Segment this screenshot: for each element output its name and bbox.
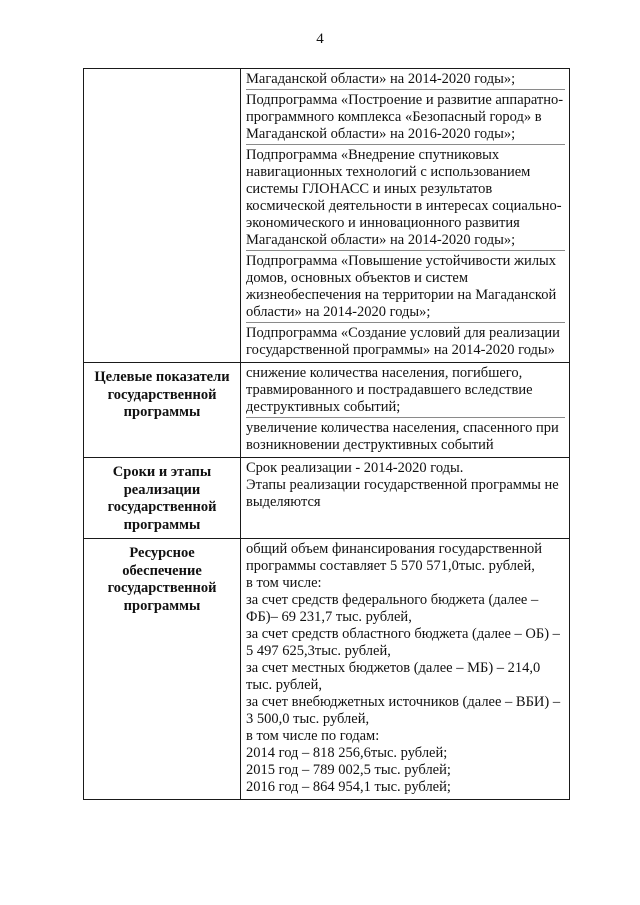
- text-line: за счет местных бюджетов (далее – МБ) – 214,0: [246, 660, 541, 676]
- subprograms-row: [84, 69, 570, 363]
- label-line: государственной: [107, 386, 217, 403]
- row-label: [84, 539, 241, 800]
- timing-stages-row: [84, 458, 570, 539]
- content-paragraph: [246, 71, 565, 88]
- label-line: программы: [123, 597, 201, 614]
- text-line: в том числе:: [246, 575, 322, 591]
- text-line: за счет средств областного бюджета (далее – ОБ) –: [246, 626, 560, 642]
- row-content: [241, 363, 570, 458]
- row-content: [241, 69, 570, 363]
- content-paragraph: [246, 541, 565, 796]
- text-line: общий объем финансирования государственной: [246, 541, 542, 557]
- text-line: государственной программы» на 2014-2020 годы»: [246, 342, 555, 358]
- text-line: в том числе по годам:: [246, 728, 380, 744]
- label-line: программы: [123, 516, 201, 533]
- row-content: [241, 458, 570, 539]
- row-label: [84, 69, 241, 363]
- text-line: Подпрограмма «Повышение устойчивости жилых: [246, 253, 557, 269]
- text-line: ФБ)– 69 231,7 тыс. рублей,: [246, 609, 412, 625]
- text-line: домов, основных объектов и систем: [246, 270, 469, 286]
- text-line: Этапы реализации государственной программы не: [246, 477, 559, 493]
- text-line: 2014 год – 818 256,6тыс. рублей;: [246, 745, 448, 761]
- label-line: программы: [123, 404, 201, 420]
- label-line: Целевые показатели: [94, 369, 230, 385]
- row-content: [241, 539, 570, 800]
- text-line: программного комплекса «Безопасный город» в: [246, 109, 542, 125]
- text-line: программы составляет 5 570 571,0тыс. рублей,: [246, 558, 535, 574]
- label-line: Сроки и этапы: [112, 464, 212, 480]
- text-line: снижение количества населения, погибшего,: [246, 365, 523, 381]
- resource-provision-row: [84, 539, 570, 800]
- text-line: 2015 год – 789 002,5 тыс. рублей;: [246, 762, 451, 778]
- text-line: области» на 2014-2020 годы»;: [246, 304, 431, 320]
- text-line: возникновении деструктивных событий: [246, 437, 494, 453]
- text-line: Подпрограмма «Создание условий для реализации: [246, 325, 560, 341]
- text-line: 3 500,0 тыс. рублей,: [246, 711, 370, 727]
- label-line: государственной: [107, 580, 217, 596]
- content-paragraph: [246, 89, 565, 143]
- text-line: деструктивных событий;: [246, 399, 401, 415]
- target-indicators-row: [84, 363, 570, 458]
- text-line: 2016 год – 864 954,1 тыс. рублей;: [246, 779, 451, 795]
- text-line: космической деятельности в интересах социально-: [246, 198, 562, 214]
- text-line: навигационных технологий с использованием: [246, 164, 531, 180]
- text-line: за счет средств федерального бюджета (далее –: [246, 592, 539, 608]
- row-label: [84, 458, 241, 539]
- text-line: Подпрограмма «Внедрение спутниковых: [246, 147, 500, 163]
- text-line: Подпрограмма «Построение и развитие аппаратно-: [246, 92, 564, 108]
- text-line: травмированного и пострадавшего вследствие: [246, 382, 533, 398]
- content-paragraph: [246, 417, 565, 454]
- text-line: 5 497 625,3тыс. рублей,: [246, 643, 391, 659]
- text-line: экономического и инновационного развития: [246, 215, 520, 231]
- row-label: [84, 363, 241, 458]
- text-line: Срок реализации - 2014-2020 годы.: [246, 460, 464, 476]
- text-line: Магаданской области» на 2014-2020 годы»;: [246, 232, 516, 248]
- content-paragraph: [246, 322, 565, 359]
- text-line: увеличение количества населения, спасенного при: [246, 420, 559, 436]
- label-line: государственной: [107, 499, 217, 515]
- text-line: жизнеобеспечения на территории на Магаданской: [246, 287, 557, 303]
- text-line: за счет внебюджетных источников (далее – ВБИ) –: [246, 694, 561, 710]
- content-paragraph: [246, 250, 565, 321]
- text-line: системы ГЛОНАСС и иных результатов: [246, 181, 493, 197]
- text-line: Магаданской области» на 2014-2020 годы»;: [246, 71, 516, 87]
- program-passport-table: [83, 68, 570, 800]
- content-paragraph: [246, 144, 565, 249]
- text-line: выделяются: [246, 494, 321, 510]
- content-paragraph: [246, 365, 565, 416]
- label-line: реализации: [123, 481, 201, 498]
- label-line: обеспечение: [122, 562, 202, 579]
- text-line: тыс. рублей,: [246, 677, 322, 693]
- content-paragraph: [246, 460, 565, 511]
- label-line: Ресурсное: [129, 545, 195, 561]
- text-line: Магаданской области» на 2016-2020 годы»;: [246, 126, 516, 142]
- page-number: 4: [316, 31, 324, 47]
